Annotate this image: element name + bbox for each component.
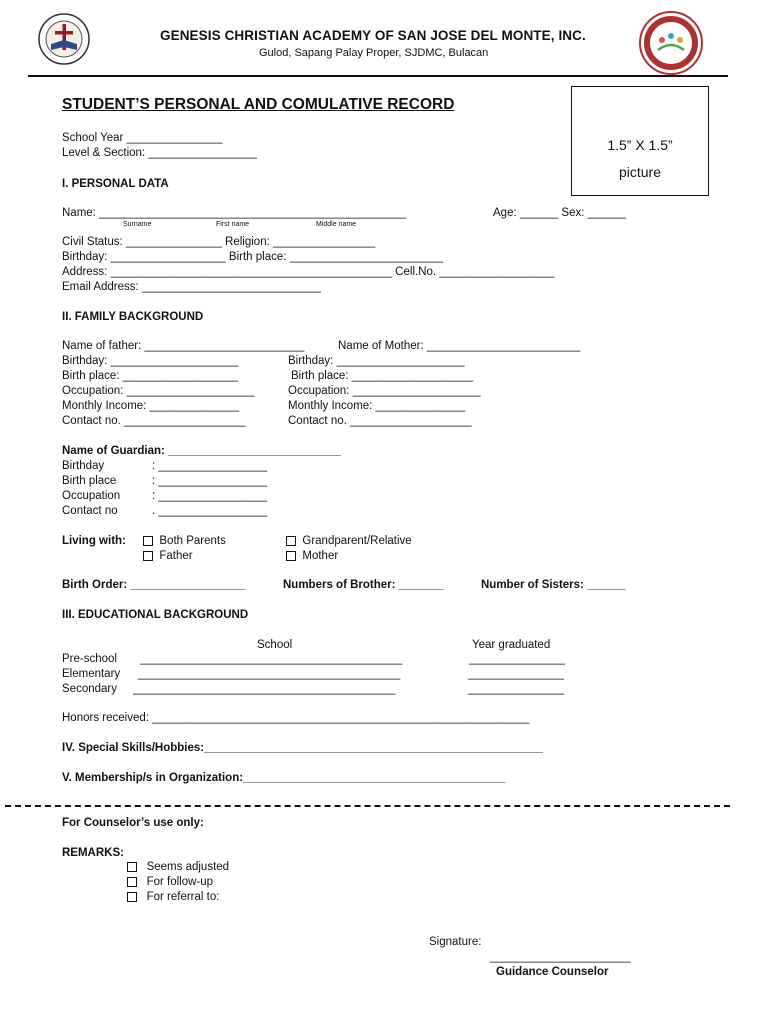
- level-section-field[interactable]: Level & Section: _________________: [62, 147, 258, 159]
- personal-data-heading: I. PERSONAL DATA: [62, 178, 169, 190]
- guardian-birthplace-field[interactable]: : _________________: [152, 475, 268, 487]
- mother-name-field[interactable]: Name of Mother: ________________________: [338, 340, 581, 352]
- father-contact-field[interactable]: Contact no. ___________________: [62, 415, 246, 427]
- living-both-parents-option[interactable]: [143, 535, 226, 547]
- option-label: Both Parents: [159, 535, 226, 547]
- cut-line-divider: [5, 805, 730, 807]
- school-name: GENESIS CHRISTIAN ACADEMY OF SAN JOSE DEL MONTE, INC.: [160, 28, 586, 43]
- living-grandparent-option[interactable]: [286, 535, 412, 547]
- birth-order-field[interactable]: Birth Order: __________________: [62, 579, 246, 591]
- father-birthplace-field[interactable]: Birth place: __________________: [62, 370, 238, 382]
- elementary-label: Elementary: [62, 668, 121, 680]
- guidance-counselor-label: Guidance Counselor: [496, 966, 609, 978]
- counselor-use-heading: For Counselor’s use only:: [62, 817, 204, 829]
- guardian-birthday-label: Birthday: [62, 460, 105, 472]
- guardian-contact-field[interactable]: . _________________: [152, 505, 268, 517]
- secondary-label: Secondary: [62, 683, 117, 695]
- school-column-header: School: [257, 639, 293, 651]
- signature-label: Signature:: [429, 936, 482, 948]
- checkbox[interactable]: [127, 892, 137, 902]
- remark-seems-adjusted[interactable]: [127, 861, 229, 873]
- mother-income-field[interactable]: Monthly Income: ______________: [288, 400, 466, 412]
- year-column-header: Year graduated: [472, 639, 551, 651]
- option-label: Grandparent/Relative: [302, 535, 412, 547]
- secondary-year-field[interactable]: _______________: [468, 683, 564, 695]
- middle-name-caption: Middle name: [316, 221, 357, 228]
- option-label: Mother: [302, 550, 339, 562]
- signature-line[interactable]: ______________________: [490, 951, 631, 963]
- checkbox[interactable]: [143, 536, 153, 546]
- checkbox[interactable]: [127, 877, 137, 887]
- picture-size-label: 1.5” X 1.5”: [607, 137, 673, 153]
- option-label: For referral to:: [146, 891, 220, 903]
- age-sex-field[interactable]: Age: ______ Sex: ______: [493, 207, 627, 219]
- email-field[interactable]: Email Address: ____________________________: [62, 281, 321, 293]
- option-label: Seems adjusted: [146, 861, 230, 873]
- remarks-label: REMARKS:: [62, 847, 124, 859]
- checkbox[interactable]: [286, 551, 296, 561]
- remark-follow-up[interactable]: [127, 876, 213, 888]
- living-father-option[interactable]: [143, 550, 193, 562]
- school-seal-logo: [37, 12, 91, 66]
- elementary-year-field[interactable]: _______________: [468, 668, 564, 680]
- checkbox[interactable]: [127, 862, 137, 872]
- membership-field[interactable]: V. Membership/s in Organization:_________________________________________: [62, 772, 506, 784]
- preschool-label: Pre-school: [62, 653, 117, 665]
- option-label: For follow-up: [146, 876, 214, 888]
- guardian-occupation-label: Occupation: [62, 490, 121, 502]
- guardian-name-field[interactable]: Name of Guardian: ___________________________: [62, 445, 341, 457]
- guardian-contact-label: Contact no: [62, 505, 118, 517]
- mother-occupation-field[interactable]: Occupation: ____________________: [288, 385, 481, 397]
- school-year-field[interactable]: School Year _______________: [62, 132, 223, 144]
- guidance-office-logo: [638, 10, 704, 76]
- elementary-school-field[interactable]: _________________________________________: [138, 668, 401, 680]
- sisters-field[interactable]: Number of Sisters: ______: [481, 579, 626, 591]
- living-with-label: Living with:: [62, 535, 126, 547]
- birthday-birthplace-field[interactable]: Birthday: __________________ Birth place: ________________________: [62, 251, 444, 263]
- family-background-heading: II. FAMILY BACKGROUND: [62, 311, 204, 323]
- option-label: Father: [159, 550, 193, 562]
- honors-field[interactable]: Honors received: ___________________________________________________________: [62, 712, 530, 724]
- civil-status-religion-field[interactable]: Civil Status: _______________ Religion: ________________: [62, 236, 376, 248]
- surname-caption: Surname: [123, 221, 152, 228]
- picture-box: [571, 86, 709, 196]
- preschool-year-field[interactable]: _______________: [469, 653, 565, 665]
- header-divider: [28, 75, 728, 77]
- first-name-caption: First name: [216, 221, 250, 228]
- skills-hobbies-field[interactable]: IV. Special Skills/Hobbies:_____________________________________________________: [62, 742, 544, 754]
- form-title: STUDENT’S PERSONAL AND COMULATIVE RECORD: [62, 96, 455, 113]
- address-cell-field[interactable]: Address: ____________________________________________ Cell.No. __________________: [62, 266, 555, 278]
- checkbox[interactable]: [143, 551, 153, 561]
- checkbox[interactable]: [286, 536, 296, 546]
- remark-referral[interactable]: [127, 891, 219, 903]
- education-heading: III. EDUCATIONAL BACKGROUND: [62, 609, 249, 621]
- brothers-field[interactable]: Numbers of Brother: _______: [283, 579, 444, 591]
- name-field[interactable]: Name: ________________________________________________: [62, 207, 407, 219]
- guardian-occupation-field[interactable]: : _________________: [152, 490, 268, 502]
- father-name-field[interactable]: Name of father: _________________________: [62, 340, 305, 352]
- picture-label: picture: [618, 164, 662, 180]
- mother-birthday-field[interactable]: Birthday: ____________________: [288, 355, 465, 367]
- father-birthday-field[interactable]: Birthday: ____________________: [62, 355, 239, 367]
- mother-contact-field[interactable]: Contact no. ___________________: [288, 415, 472, 427]
- mother-birthplace-field[interactable]: Birth place: ___________________: [291, 370, 474, 382]
- school-address: Gulod, Sapang Palay Proper, SJDMC, Bulacan: [259, 47, 489, 59]
- father-income-field[interactable]: Monthly Income: ______________: [62, 400, 240, 412]
- father-occupation-field[interactable]: Occupation: ____________________: [62, 385, 255, 397]
- secondary-school-field[interactable]: _________________________________________: [133, 683, 396, 695]
- guardian-birthday-field[interactable]: : _________________: [152, 460, 268, 472]
- guardian-birthplace-label: Birth place: [62, 475, 117, 487]
- living-mother-option[interactable]: [286, 550, 338, 562]
- preschool-school-field[interactable]: _________________________________________: [140, 653, 403, 665]
